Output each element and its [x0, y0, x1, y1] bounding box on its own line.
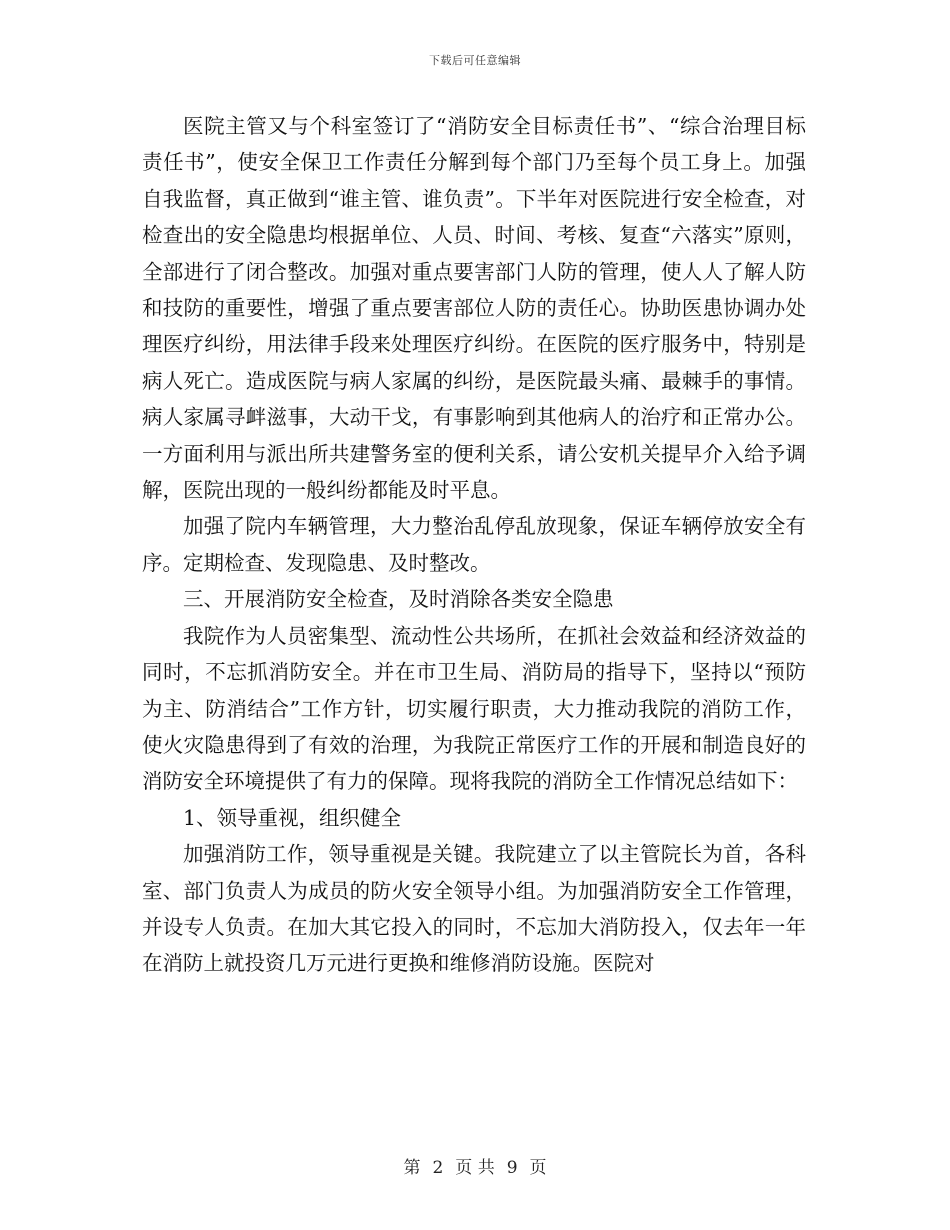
subsection-heading: 1、领导重视，组织健全	[183, 805, 402, 830]
paragraph: 加强了院内车辆管理，大力整治乱停乱放现象，保证车辆停放安全有序。定期检查、发现隐患、及时整改。	[142, 514, 806, 575]
page-header: 下载后可任意编辑	[429, 54, 521, 67]
page-current: 2	[432, 1158, 444, 1178]
paragraph: 加强消防工作，领导重视是关键。我院建立了以主管院长为首，各科室、部门负责人为成员的防火安全领导小组。为加强消防安全工作管理，并设专人负责。在加大其它投入的同时，不忘加大消防投入，仅去年一年在消防上就投资几万元进行更换和维修消防设施。医院对	[142, 842, 806, 976]
page-label-prefix: 第	[403, 1158, 421, 1178]
paragraph: 我院作为人员密集型、流动性公共场所，在抓社会效益和经济效益的同时，不忘抓消防安全。并在市卫生局、消防局的指导下，坚持以“预防为主、防消结合”工作方针，切实履行职责，大力推动我院的消防工作，使火灾隐患得到了有效的治理，为我院正常医疗工作的开展和制造良好的消防安全环境提供了有力的保障。现将我院的消防全工作情况总结如下：	[142, 623, 806, 794]
page-label-mid: 页 共	[455, 1158, 495, 1178]
paragraph: 医院主管又与个科室签订了“消防安全目标责任书”、“综合治理目标责任书”，使安全保卫工作责任分解到每个部门乃至每个员工身上。加强自我监督，真正做到“谁主管、谁负责”。下半年对医院进行安全检查，对检查出的安全隐患均根据单位、人员、时间、考核、复查“六落实”原则，全部进行了闭合整改。加强对重点要害部门人防的管理，使人人了解人防和技防的重要性，增强了重点要害部位人防的责任心。协助医患协调办处理医疗纠纷，用法律手段来处理医疗纠纷。在医院的医疗服务中，特别是病人死亡。造成医院与病人家属的纠纷，是医院最头痛、最棘手的事情。病人家属寻衅滋事，大动干戈，有事影响到其他病人的治疗和正常办公。一方面利用与派出所共建警务室的便利关系，请公安机关提早介入给予调解，医院出现的一般纠纷都能及时平息。	[142, 114, 806, 503]
section-heading: 三、开展消防安全检查，及时消除各类安全隐患	[183, 587, 614, 612]
page-total: 9	[506, 1158, 518, 1178]
page-footer	[0, 1153, 950, 1178]
document-body	[142, 108, 806, 982]
page-label-suffix: 页	[529, 1158, 547, 1178]
